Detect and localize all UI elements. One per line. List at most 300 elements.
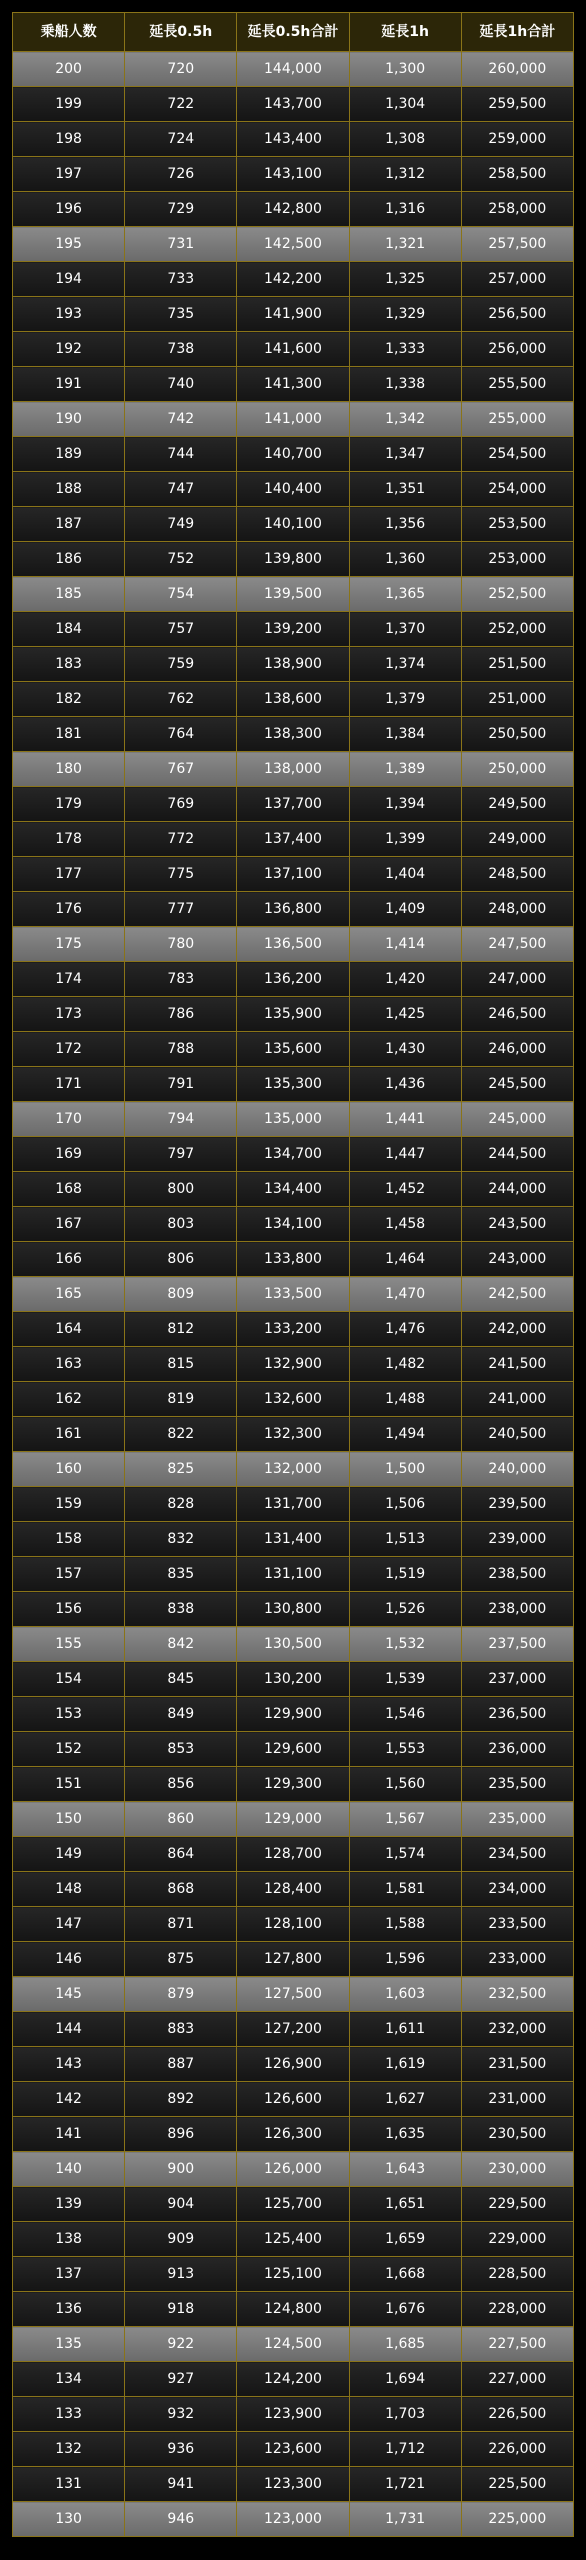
passengers-cell: 192 (13, 332, 125, 367)
passengers-cell: 169 (13, 1137, 125, 1172)
header-passengers: 乗船人数 (13, 13, 125, 52)
ext-one-hour-total-cell: 245,500 (461, 1067, 573, 1102)
ext-half-hour-total-cell: 123,300 (237, 2467, 349, 2502)
ext-one-hour-total-cell: 229,500 (461, 2187, 573, 2222)
passengers-cell: 155 (13, 1627, 125, 1662)
passengers-cell: 167 (13, 1207, 125, 1242)
table-row (13, 612, 574, 647)
table-row (13, 1207, 574, 1242)
table-row (13, 1032, 574, 1067)
ext-half-hour-total-cell: 125,100 (237, 2257, 349, 2292)
table-row (13, 752, 574, 787)
ext-one-hour-total-cell: 247,500 (461, 927, 573, 962)
ext-half-hour-total-cell: 126,000 (237, 2152, 349, 2187)
ext-half-hour-total-cell: 124,800 (237, 2292, 349, 2327)
ext-one-hour-total-cell: 243,500 (461, 1207, 573, 1242)
passengers-cell: 156 (13, 1592, 125, 1627)
table-row (13, 2082, 574, 2117)
ext-half-hour-total-cell: 130,800 (237, 1592, 349, 1627)
ext-half-hour-cell: 927 (125, 2362, 237, 2397)
ext-half-hour-total-cell: 133,800 (237, 1242, 349, 1277)
ext-one-hour-total-cell: 259,000 (461, 122, 573, 157)
table-row (13, 717, 574, 752)
passengers-cell: 132 (13, 2432, 125, 2467)
table-row (13, 1102, 574, 1137)
ext-half-hour-cell: 738 (125, 332, 237, 367)
ext-half-hour-total-cell: 138,900 (237, 647, 349, 682)
ext-one-hour-total-cell: 251,500 (461, 647, 573, 682)
passengers-cell: 159 (13, 1487, 125, 1522)
ext-one-hour-total-cell: 229,000 (461, 2222, 573, 2257)
ext-one-hour-total-cell: 234,500 (461, 1837, 573, 1872)
ext-one-hour-total-cell: 254,500 (461, 437, 573, 472)
ext-half-hour-cell: 780 (125, 927, 237, 962)
ext-one-hour-cell: 1,703 (349, 2397, 461, 2432)
ext-one-hour-cell: 1,420 (349, 962, 461, 997)
ext-half-hour-total-cell: 132,300 (237, 1417, 349, 1452)
ext-half-hour-cell: 879 (125, 1977, 237, 2012)
ext-half-hour-cell: 772 (125, 822, 237, 857)
passengers-cell: 146 (13, 1942, 125, 1977)
ext-half-hour-cell: 744 (125, 437, 237, 472)
passengers-cell: 140 (13, 2152, 125, 2187)
table-row (13, 2187, 574, 2222)
passengers-cell: 195 (13, 227, 125, 262)
ext-half-hour-total-cell: 132,000 (237, 1452, 349, 1487)
ext-half-hour-cell: 735 (125, 297, 237, 332)
ext-one-hour-cell: 1,329 (349, 297, 461, 332)
passengers-cell: 163 (13, 1347, 125, 1382)
ext-half-hour-total-cell: 126,600 (237, 2082, 349, 2117)
ext-half-hour-total-cell: 134,700 (237, 1137, 349, 1172)
ext-half-hour-total-cell: 133,200 (237, 1312, 349, 1347)
passengers-cell: 133 (13, 2397, 125, 2432)
table-row (13, 2152, 574, 2187)
ext-one-hour-cell: 1,588 (349, 1907, 461, 1942)
ext-one-hour-total-cell: 232,500 (461, 1977, 573, 2012)
ext-one-hour-cell: 1,668 (349, 2257, 461, 2292)
ext-one-hour-total-cell: 258,500 (461, 157, 573, 192)
ext-one-hour-total-cell: 240,000 (461, 1452, 573, 1487)
ext-one-hour-cell: 1,581 (349, 1872, 461, 1907)
passengers-cell: 164 (13, 1312, 125, 1347)
ext-one-hour-total-cell: 227,000 (461, 2362, 573, 2397)
ext-one-hour-total-cell: 228,500 (461, 2257, 573, 2292)
ext-half-hour-cell: 729 (125, 192, 237, 227)
ext-one-hour-total-cell: 227,500 (461, 2327, 573, 2362)
ext-half-hour-cell: 838 (125, 1592, 237, 1627)
ext-one-hour-cell: 1,342 (349, 402, 461, 437)
ext-one-hour-cell: 1,458 (349, 1207, 461, 1242)
ext-half-hour-cell: 900 (125, 2152, 237, 2187)
ext-one-hour-cell: 1,712 (349, 2432, 461, 2467)
ext-half-hour-cell: 941 (125, 2467, 237, 2502)
ext-one-hour-total-cell: 238,500 (461, 1557, 573, 1592)
table-row (13, 297, 574, 332)
ext-one-hour-cell: 1,532 (349, 1627, 461, 1662)
header-ext-one-hour-total: 延長1h合計 (461, 13, 573, 52)
ext-half-hour-total-cell: 127,500 (237, 1977, 349, 2012)
table-row (13, 1942, 574, 1977)
table-row (13, 1557, 574, 1592)
ext-one-hour-total-cell: 257,500 (461, 227, 573, 262)
ext-one-hour-cell: 1,321 (349, 227, 461, 262)
passengers-cell: 152 (13, 1732, 125, 1767)
table-row (13, 1627, 574, 1662)
price-table-container (12, 12, 574, 2537)
passengers-cell: 181 (13, 717, 125, 752)
ext-one-hour-total-cell: 226,000 (461, 2432, 573, 2467)
ext-one-hour-total-cell: 236,000 (461, 1732, 573, 1767)
passengers-cell: 174 (13, 962, 125, 997)
ext-half-hour-total-cell: 126,300 (237, 2117, 349, 2152)
passengers-cell: 134 (13, 2362, 125, 2397)
passengers-cell: 141 (13, 2117, 125, 2152)
ext-one-hour-total-cell: 244,500 (461, 1137, 573, 1172)
ext-half-hour-total-cell: 124,200 (237, 2362, 349, 2397)
ext-one-hour-cell: 1,488 (349, 1382, 461, 1417)
ext-one-hour-total-cell: 241,000 (461, 1382, 573, 1417)
table-row (13, 682, 574, 717)
passengers-cell: 148 (13, 1872, 125, 1907)
ext-one-hour-total-cell: 241,500 (461, 1347, 573, 1382)
passengers-cell: 144 (13, 2012, 125, 2047)
passengers-cell: 137 (13, 2257, 125, 2292)
ext-half-hour-total-cell: 140,700 (237, 437, 349, 472)
passengers-cell: 200 (13, 52, 125, 87)
table-row (13, 1977, 574, 2012)
ext-one-hour-total-cell: 260,000 (461, 52, 573, 87)
passengers-cell: 135 (13, 2327, 125, 2362)
table-row (13, 1417, 574, 1452)
ext-one-hour-total-cell: 248,000 (461, 892, 573, 927)
passengers-cell: 170 (13, 1102, 125, 1137)
table-row (13, 1662, 574, 1697)
ext-half-hour-total-cell: 135,900 (237, 997, 349, 1032)
ext-half-hour-cell: 747 (125, 472, 237, 507)
ext-half-hour-cell: 777 (125, 892, 237, 927)
ext-half-hour-cell: 815 (125, 1347, 237, 1382)
passengers-cell: 173 (13, 997, 125, 1032)
ext-half-hour-total-cell: 138,600 (237, 682, 349, 717)
ext-one-hour-cell: 1,731 (349, 2502, 461, 2537)
ext-one-hour-cell: 1,611 (349, 2012, 461, 2047)
ext-one-hour-total-cell: 254,000 (461, 472, 573, 507)
table-row (13, 997, 574, 1032)
passengers-cell: 191 (13, 367, 125, 402)
ext-one-hour-cell: 1,513 (349, 1522, 461, 1557)
passengers-cell: 185 (13, 577, 125, 612)
passengers-cell: 131 (13, 2467, 125, 2502)
ext-one-hour-cell: 1,436 (349, 1067, 461, 1102)
ext-half-hour-cell: 856 (125, 1767, 237, 1802)
ext-one-hour-total-cell: 228,000 (461, 2292, 573, 2327)
ext-one-hour-cell: 1,574 (349, 1837, 461, 1872)
table-row (13, 2327, 574, 2362)
ext-half-hour-total-cell: 127,800 (237, 1942, 349, 1977)
table-row (13, 192, 574, 227)
ext-half-hour-total-cell: 125,400 (237, 2222, 349, 2257)
table-row (13, 157, 574, 192)
ext-half-hour-total-cell: 143,400 (237, 122, 349, 157)
ext-one-hour-cell: 1,464 (349, 1242, 461, 1277)
ext-one-hour-cell: 1,447 (349, 1137, 461, 1172)
passengers-cell: 186 (13, 542, 125, 577)
ext-one-hour-cell: 1,379 (349, 682, 461, 717)
passengers-cell: 160 (13, 1452, 125, 1487)
ext-half-hour-cell: 791 (125, 1067, 237, 1102)
ext-one-hour-total-cell: 236,500 (461, 1697, 573, 1732)
ext-half-hour-cell: 892 (125, 2082, 237, 2117)
passengers-cell: 175 (13, 927, 125, 962)
ext-half-hour-total-cell: 129,300 (237, 1767, 349, 1802)
passengers-cell: 184 (13, 612, 125, 647)
ext-half-hour-total-cell: 140,400 (237, 472, 349, 507)
ext-one-hour-cell: 1,685 (349, 2327, 461, 2362)
ext-one-hour-total-cell: 242,000 (461, 1312, 573, 1347)
ext-one-hour-total-cell: 235,500 (461, 1767, 573, 1802)
passengers-cell: 197 (13, 157, 125, 192)
ext-one-hour-total-cell: 230,500 (461, 2117, 573, 2152)
passengers-cell: 138 (13, 2222, 125, 2257)
ext-half-hour-total-cell: 134,100 (237, 1207, 349, 1242)
ext-one-hour-total-cell: 230,000 (461, 2152, 573, 2187)
ext-half-hour-cell: 764 (125, 717, 237, 752)
ext-one-hour-total-cell: 235,000 (461, 1802, 573, 1837)
ext-one-hour-cell: 1,347 (349, 437, 461, 472)
ext-half-hour-cell: 726 (125, 157, 237, 192)
table-row (13, 472, 574, 507)
table-row (13, 892, 574, 927)
table-row (13, 577, 574, 612)
passengers-cell: 172 (13, 1032, 125, 1067)
ext-half-hour-cell: 946 (125, 2502, 237, 2537)
table-row (13, 2432, 574, 2467)
ext-one-hour-cell: 1,560 (349, 1767, 461, 1802)
table-row (13, 2222, 574, 2257)
ext-one-hour-total-cell: 238,000 (461, 1592, 573, 1627)
ext-half-hour-total-cell: 143,100 (237, 157, 349, 192)
ext-one-hour-cell: 1,635 (349, 2117, 461, 2152)
ext-one-hour-cell: 1,676 (349, 2292, 461, 2327)
ext-half-hour-cell: 740 (125, 367, 237, 402)
table-row (13, 1172, 574, 1207)
ext-half-hour-cell: 783 (125, 962, 237, 997)
ext-half-hour-total-cell: 141,300 (237, 367, 349, 402)
ext-half-hour-cell: 868 (125, 1872, 237, 1907)
ext-half-hour-cell: 883 (125, 2012, 237, 2047)
ext-one-hour-cell: 1,308 (349, 122, 461, 157)
ext-half-hour-cell: 864 (125, 1837, 237, 1872)
table-row (13, 927, 574, 962)
table-row (13, 1802, 574, 1837)
ext-one-hour-total-cell: 255,500 (461, 367, 573, 402)
passengers-cell: 180 (13, 752, 125, 787)
table-body (13, 52, 574, 2537)
table-row (13, 227, 574, 262)
ext-one-hour-cell: 1,384 (349, 717, 461, 752)
ext-half-hour-cell: 922 (125, 2327, 237, 2362)
ext-half-hour-total-cell: 133,500 (237, 1277, 349, 1312)
ext-half-hour-total-cell: 123,900 (237, 2397, 349, 2432)
ext-one-hour-cell: 1,526 (349, 1592, 461, 1627)
passengers-cell: 157 (13, 1557, 125, 1592)
table-row (13, 2467, 574, 2502)
ext-one-hour-cell: 1,370 (349, 612, 461, 647)
passengers-cell: 139 (13, 2187, 125, 2222)
ext-one-hour-cell: 1,414 (349, 927, 461, 962)
ext-half-hour-cell: 752 (125, 542, 237, 577)
ext-one-hour-total-cell: 226,500 (461, 2397, 573, 2432)
ext-half-hour-cell: 800 (125, 1172, 237, 1207)
table-row (13, 52, 574, 87)
ext-half-hour-total-cell: 140,100 (237, 507, 349, 542)
ext-one-hour-cell: 1,409 (349, 892, 461, 927)
ext-one-hour-cell: 1,546 (349, 1697, 461, 1732)
table-row (13, 1347, 574, 1382)
ext-one-hour-total-cell: 240,500 (461, 1417, 573, 1452)
ext-one-hour-total-cell: 233,000 (461, 1942, 573, 1977)
passengers-cell: 177 (13, 857, 125, 892)
table-row (13, 1697, 574, 1732)
ext-one-hour-cell: 1,643 (349, 2152, 461, 2187)
ext-one-hour-total-cell: 256,000 (461, 332, 573, 367)
ext-half-hour-cell: 860 (125, 1802, 237, 1837)
passengers-cell: 147 (13, 1907, 125, 1942)
ext-half-hour-cell: 797 (125, 1137, 237, 1172)
ext-one-hour-cell: 1,694 (349, 2362, 461, 2397)
ext-one-hour-cell: 1,374 (349, 647, 461, 682)
ext-half-hour-cell: 909 (125, 2222, 237, 2257)
ext-half-hour-total-cell: 129,900 (237, 1697, 349, 1732)
ext-one-hour-cell: 1,356 (349, 507, 461, 542)
ext-one-hour-cell: 1,452 (349, 1172, 461, 1207)
passengers-cell: 143 (13, 2047, 125, 2082)
ext-one-hour-total-cell: 258,000 (461, 192, 573, 227)
ext-half-hour-total-cell: 137,100 (237, 857, 349, 892)
ext-half-hour-cell: 724 (125, 122, 237, 157)
ext-half-hour-total-cell: 125,700 (237, 2187, 349, 2222)
table-row (13, 1452, 574, 1487)
ext-half-hour-cell: 769 (125, 787, 237, 822)
passengers-cell: 189 (13, 437, 125, 472)
ext-one-hour-cell: 1,300 (349, 52, 461, 87)
table-row (13, 787, 574, 822)
table-row (13, 402, 574, 437)
passengers-cell: 198 (13, 122, 125, 157)
passengers-cell: 158 (13, 1522, 125, 1557)
ext-one-hour-total-cell: 257,000 (461, 262, 573, 297)
table-row (13, 2257, 574, 2292)
ext-one-hour-total-cell: 245,000 (461, 1102, 573, 1137)
ext-half-hour-total-cell: 142,500 (237, 227, 349, 262)
ext-half-hour-cell: 835 (125, 1557, 237, 1592)
ext-half-hour-cell: 896 (125, 2117, 237, 2152)
passengers-cell: 149 (13, 1837, 125, 1872)
ext-one-hour-total-cell: 251,000 (461, 682, 573, 717)
ext-one-hour-cell: 1,651 (349, 2187, 461, 2222)
ext-half-hour-cell: 849 (125, 1697, 237, 1732)
ext-half-hour-total-cell: 126,900 (237, 2047, 349, 2082)
passengers-cell: 136 (13, 2292, 125, 2327)
table-row (13, 542, 574, 577)
table-row (13, 2012, 574, 2047)
ext-half-hour-total-cell: 135,600 (237, 1032, 349, 1067)
ext-one-hour-cell: 1,494 (349, 1417, 461, 1452)
table-row (13, 822, 574, 857)
ext-half-hour-cell: 775 (125, 857, 237, 892)
ext-one-hour-cell: 1,500 (349, 1452, 461, 1487)
ext-half-hour-cell: 720 (125, 52, 237, 87)
table-row (13, 122, 574, 157)
passengers-cell: 182 (13, 682, 125, 717)
ext-one-hour-cell: 1,476 (349, 1312, 461, 1347)
ext-half-hour-total-cell: 129,000 (237, 1802, 349, 1837)
price-table (12, 12, 574, 2537)
ext-half-hour-total-cell: 142,200 (237, 262, 349, 297)
passengers-cell: 196 (13, 192, 125, 227)
passengers-cell: 153 (13, 1697, 125, 1732)
ext-half-hour-total-cell: 138,000 (237, 752, 349, 787)
ext-half-hour-cell: 887 (125, 2047, 237, 2082)
passengers-cell: 179 (13, 787, 125, 822)
ext-one-hour-cell: 1,596 (349, 1942, 461, 1977)
ext-one-hour-cell: 1,338 (349, 367, 461, 402)
passengers-cell: 145 (13, 1977, 125, 2012)
passengers-cell: 176 (13, 892, 125, 927)
table-row (13, 1487, 574, 1522)
ext-one-hour-cell: 1,506 (349, 1487, 461, 1522)
ext-one-hour-cell: 1,399 (349, 822, 461, 857)
ext-one-hour-cell: 1,430 (349, 1032, 461, 1067)
ext-one-hour-total-cell: 255,000 (461, 402, 573, 437)
ext-half-hour-total-cell: 143,700 (237, 87, 349, 122)
ext-half-hour-cell: 767 (125, 752, 237, 787)
table-row (13, 857, 574, 892)
ext-half-hour-total-cell: 131,400 (237, 1522, 349, 1557)
table-row (13, 87, 574, 122)
passengers-cell: 168 (13, 1172, 125, 1207)
ext-half-hour-cell: 803 (125, 1207, 237, 1242)
ext-one-hour-cell: 1,441 (349, 1102, 461, 1137)
ext-half-hour-total-cell: 141,900 (237, 297, 349, 332)
ext-half-hour-total-cell: 132,900 (237, 1347, 349, 1382)
ext-half-hour-total-cell: 135,300 (237, 1067, 349, 1102)
ext-one-hour-cell: 1,721 (349, 2467, 461, 2502)
ext-one-hour-total-cell: 253,000 (461, 542, 573, 577)
ext-one-hour-cell: 1,619 (349, 2047, 461, 2082)
ext-half-hour-total-cell: 137,400 (237, 822, 349, 857)
table-row (13, 1732, 574, 1767)
ext-one-hour-total-cell: 252,500 (461, 577, 573, 612)
table-row (13, 1767, 574, 1802)
passengers-cell: 194 (13, 262, 125, 297)
passengers-cell: 166 (13, 1242, 125, 1277)
ext-half-hour-cell: 918 (125, 2292, 237, 2327)
ext-half-hour-cell: 828 (125, 1487, 237, 1522)
ext-one-hour-total-cell: 247,000 (461, 962, 573, 997)
ext-one-hour-total-cell: 225,500 (461, 2467, 573, 2502)
ext-half-hour-cell: 913 (125, 2257, 237, 2292)
ext-one-hour-total-cell: 259,500 (461, 87, 573, 122)
table-row (13, 1242, 574, 1277)
ext-half-hour-total-cell: 137,700 (237, 787, 349, 822)
table-row (13, 962, 574, 997)
table-row (13, 262, 574, 297)
table-row (13, 2047, 574, 2082)
ext-one-hour-cell: 1,316 (349, 192, 461, 227)
ext-one-hour-cell: 1,360 (349, 542, 461, 577)
